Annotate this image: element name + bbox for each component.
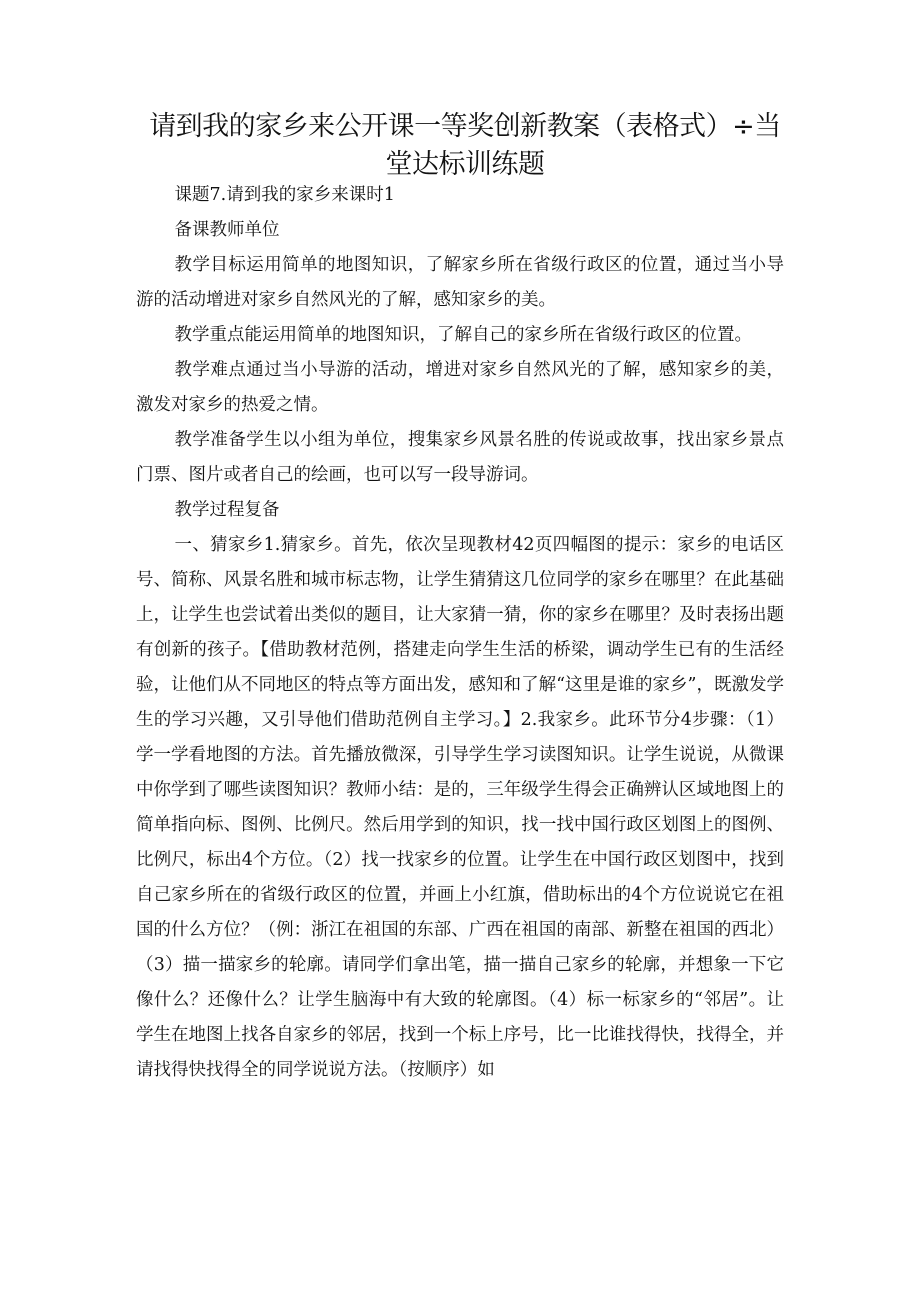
document-body xyxy=(136,178,784,1088)
paragraph-teaching-goal: 教学目标运用简单的地图知识，了解家乡所在省级行政区的位置，通过当小导游的活动增进对家乡自然风光的了解，感知家乡的美。 xyxy=(136,255,784,310)
document-title: 请到我的家乡来公开课一等奖创新教案（表格式）÷当堂达标训练题 xyxy=(149,111,781,180)
paragraph-process-heading: 教学过程复备 xyxy=(174,500,280,520)
paragraph-teacher-unit: 备课教师单位 xyxy=(174,220,280,240)
paragraph-key-points: 教学重点能运用简单的地图知识，了解自己的家乡所在省级行政区的位置。 xyxy=(174,325,752,345)
paragraph-lesson-title: 课题7.请到我的家乡来课时1 xyxy=(174,185,395,205)
paragraph-process-body: 一、猜家乡1.猜家乡。首先，依次呈现教材42页四幅图的提示：家乡的电话区号、简称、风景名胜和城市标志物，让学生猜猜这几位同学的家乡在哪里？在此基础上，让学生也尝试着出类似的题目，让大家猜一猜，你的家乡在哪里？及时表扬出题有创新的孩子。【借助教材范例，搭建走向学生生活的桥梁，调动学生已有的生活经验，让他们从不同地区的特点等方面出发，感知和了解“这里是谁的家乡”，既激发学生的学习兴趣，又引导他们借助范例自主学习。】2.我家乡。此环节分4步骤：（1）学一学看地图的方法。首先播放微深，引导学生学习读图知识。让学生说说，从微课中你学到了哪些读图知识？教师小结：是的，三年级学生得会正确辨认区域地图上的简单指向标、图例、比例尺。然后用学到的知识，找一找中国行政区划图上的图例、比例尺，标出4个方位。（2）找一找家乡的位置。让学生在中国行政区划图中，找到自己家乡所在的省级行政区的位置，并画上小红旗，借助标出的4个方位说说它在祖国的什么方位？（例：浙江在祖国的东部、广西在祖国的南部、新整在祖国的西北）（3）描一描家乡的轮廓。请同学们拿出笔，描一描自己家乡的轮廓，并想象一下它像什么？还像什么？让学生脑海中有大致的轮廓图。（4）标一标家乡的“邻居”。让学生在地图上找各自家乡的邻居，找到一个标上序号，比一比谁找得快，找得全，并请找得快找得全的同学说说方法。（按顺序）如 xyxy=(136,535,784,1080)
paragraph-preparation: 教学准备学生以小组为单位，搜集家乡风景名胜的传说或故事，找出家乡景点门票、图片或者自己的绘画，也可以写一段导游词。 xyxy=(136,430,784,485)
paragraph-difficulties: 教学难点通过当小导游的活动，增进对家乡自然风光的了解，感知家乡的美，激发对家乡的热爱之情。 xyxy=(136,360,784,415)
